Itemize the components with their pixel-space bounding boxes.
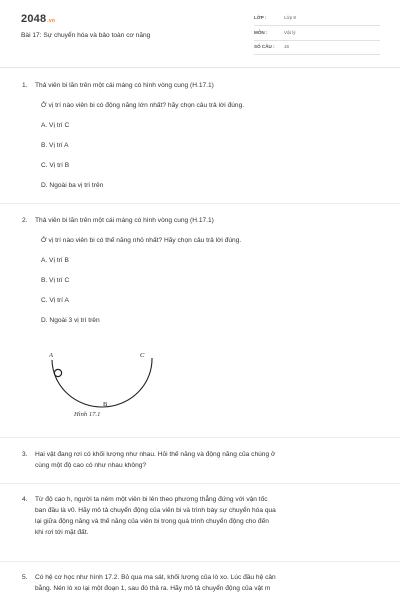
question-number: 2. <box>22 217 28 224</box>
question-text-line: Có hệ cơ học như hình 17.2. Bỏ qua ma sát, khối lượng của lò xo. Lúc đầu hệ cân <box>35 574 276 581</box>
answer-option[interactable]: B. Vị trí A <box>41 142 69 149</box>
question-3 <box>22 449 378 471</box>
question-number: 4. <box>22 496 28 503</box>
figure-label-b: B <box>103 401 108 408</box>
question-divider <box>0 483 400 484</box>
figure-caption: Hình 17.1 <box>74 411 101 418</box>
question-prompt: Ở vị trí nào viên bi có thế năng nhỏ nhất? Hãy chọn câu trả lời đúng. <box>41 237 242 244</box>
question-text-line: Từ độ cao h, người ta ném một viên bi lên theo phương thẳng đứng với vận tốc <box>35 496 268 503</box>
question-text-line: ban đầu là v0. Hãy mô tả chuyển động của viên bi và trình bày sự chuyển hóa qua <box>35 507 276 514</box>
site-logo[interactable] <box>21 13 55 25</box>
answer-option[interactable]: A. Vị trí B <box>41 257 69 264</box>
logo-text: 2048 <box>21 13 47 25</box>
meta-value-subject: Vật lý <box>284 30 296 35</box>
question-4 <box>22 494 378 538</box>
meta-row-subject <box>254 27 380 41</box>
question-text-line: cùng một độ cao có như nhau không? <box>35 462 147 469</box>
figure-label-c: C <box>140 352 145 359</box>
question-divider <box>0 437 400 438</box>
header-divider <box>0 67 400 68</box>
question-number: 1. <box>22 82 28 89</box>
meta-value-count: 16 <box>284 44 290 49</box>
lesson-title: Bài 17: Sự chuyển hóa và bảo toàn cơ năng <box>21 32 151 39</box>
answer-option[interactable]: C. Vị trí B <box>41 162 70 169</box>
figure-arc-track <box>44 348 164 428</box>
question-2 <box>22 215 378 326</box>
question-5 <box>22 572 378 594</box>
question-text: Thả viên bi lăn trên một cái máng có hình vòng cung (H.17.1) <box>35 82 214 89</box>
meta-row-class <box>254 12 380 26</box>
figure-label-a: A <box>49 352 53 359</box>
question-1 <box>22 80 378 191</box>
meta-value-class: Lớp 8 <box>284 15 296 20</box>
ball-icon <box>54 369 61 376</box>
question-number: 3. <box>22 451 28 458</box>
answer-option[interactable]: D. Ngoài ba vị trí trên <box>41 182 104 189</box>
question-text: Thả viên bi lăn trên một cái máng có hình vòng cung (H.17.1) <box>35 217 214 224</box>
question-divider <box>0 203 400 204</box>
question-divider <box>0 561 400 562</box>
question-text-line: lại giữa động năng và thế năng của viên bi trong quá trình chuyển động cho đến <box>35 518 269 525</box>
answer-option[interactable]: A. Vị trí C <box>41 122 70 129</box>
logo-suffix: .vn <box>47 18 56 24</box>
question-text-line: bằng. Nén lò xo lại một đoạn 1, sau đó thả ra. Hãy mô tả chuyển động của vật m <box>35 585 271 592</box>
answer-option[interactable]: B. Vị trí C <box>41 277 70 284</box>
arc-track-path <box>52 358 152 407</box>
meta-key-subject: MÔN : <box>254 30 268 35</box>
meta-row-count <box>254 41 380 55</box>
answer-option[interactable]: C. Vị trí A <box>41 297 69 304</box>
page-header <box>0 0 400 64</box>
question-text-line: Hai vật đang rơi có khối lượng như nhau. Hỏi thế năng và động năng của chúng ở <box>35 451 276 458</box>
meta-key-count: SỐ CÂU : <box>254 44 275 49</box>
answer-option[interactable]: D. Ngoài 3 vị trí trên <box>41 317 100 324</box>
question-text-line: khi rơi tới mặt đất. <box>35 529 89 536</box>
question-number: 5. <box>22 574 28 581</box>
question-prompt: Ở vị trí nào viên bi có động năng lớn nhất? hãy chọn câu trả lời đúng. <box>41 102 245 109</box>
meta-key-class: LỚP : <box>254 15 267 20</box>
